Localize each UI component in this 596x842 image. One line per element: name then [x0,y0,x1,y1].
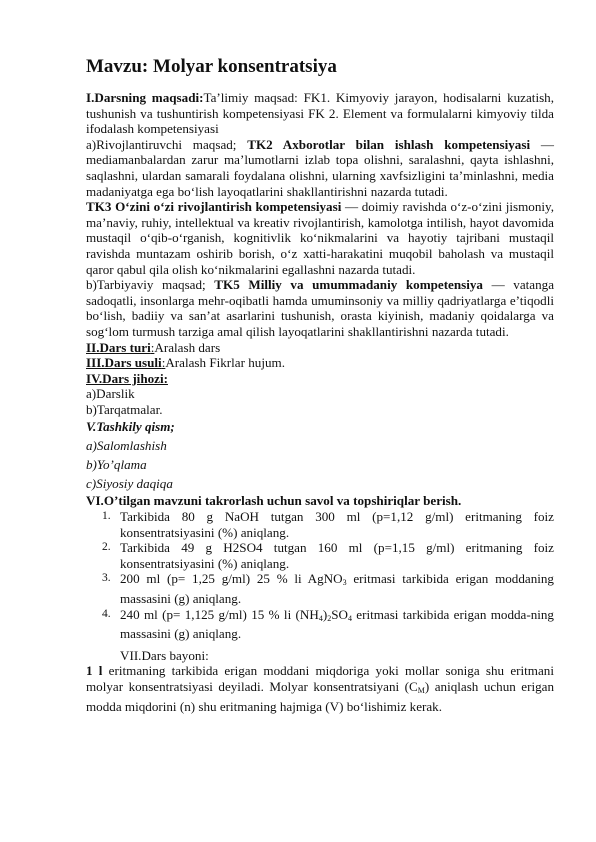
page-title: Mavzu: Molyar konsentratsiya [86,56,337,77]
equipment-heading: IV.Dars jihozi: [86,370,168,386]
lesson-goals: I.Darsning maqsadi:Ta’limiy maqsad: FK1. Kimyoviy jarayon, hodisalarni kuzatish, tushunish va tushuntirish kompetensiyasi FK 2. Element va formulalarni kimyoviy tilda ifodalash kompetensiyasi [86,90,555,137]
lesson-narrative: 1 l eritmaning tarkibida erigan moddani miqdoriga yoki mollar soniga shu eritmani molyar konsentratsiyasi deyiladi. Molyar konsentratsiyani $(C_M)$ aniqlash uchun erigan modda miqdorini (n) shu eritmaning hajmiga (V) bo‘lishimiz kerak. [86,663,555,714]
question-item: 4. 240 ml (p= 1,125 g/ml) 15 % li $(NH_4)_2SO_4$ eritmasi tarkibida erigan modda-ning massasini (g) aniqlang. [102,606,554,642]
review-heading: VI.O’tilgan mavzuni takrorlash uchun savol va topshiriqlar berish. [86,493,462,509]
question-list [86,509,554,642]
developmental-goal: a)Rivojlantiruvchi maqsad; TK2 Axborotlar bilan ishlash kompetensiyasi — mediamanbalardan zarur ma’lumotlarni izlab topa olishni, saralashni, qayta ishlashni, saqlashni, ulardan samarali foydalana olishni, ularning xavfsizligini ta’minlashni, media madaniyatga ega bo‘lish layoqatlarini shakllantirishni nazarda tutadi. [86,136,554,199]
organization-item: c)Siyosiy daqiqa [86,476,173,492]
equipment-item: a)Darslik [86,386,135,402]
question-item: 1. Tarkibida 80 g NaOH tutgan 300 ml (p=1,12 g/ml) eritmaning foiz konsentratsiyasini (%) aniqlang. [102,509,554,540]
lesson-method: III.Dars usuli:Aralash Fikrlar hujum. [86,355,285,371]
educational-goal: b)Tarbiyaviy maqsad; TK5 Milliy va umummadaniy kompetensiya — vatanga sadoqatli, insonlarga mehr-oqibatli hamda umuminsoniy va milliy qadriyatlarga e’tiqodli bo‘lish, badiiy va san’at asarlarini tushunish, orasta kiyinish, madaniy qoidalarga va sog‘lom turmush tarziga amal qilish layoqatlarini shakllantirishni nazarda tutadi. [86,277,555,339]
question-item: 2. Tarkibida 49 g H2SO4 tutgan 160 ml (p=1,15 g/ml) eritmaning foiz konsentratsiyasini (%) aniqlang. [102,540,554,571]
organization-item: a)Salomlashish [86,438,167,454]
document-page [86,56,554,714]
goals-heading: I.Darsning maqsadi: [86,90,204,105]
organization-item: b)Yo’qlama [86,457,147,473]
tk3-competence: TK3 O‘zini o‘zi rivojlantirish kompetensiyasi — doimiy ravishda o‘z-o‘zini jismoniy, ma’naviy, ruhiy, intellektual va kreativ rivojlantirish, kamolotga intilish, hayot davomida mustaqil o‘qib-o‘rganish, kognitivlik ko‘nikmalarini va hayotiy tajribani mustaqil ravishda muntazam oshirib borish, o‘z xatti-harakatini muqobil baholash va mustaqil qaror qabul qila olish ko‘nikmalarini egallashni nazarda tutadi. [86,199,554,277]
organization-heading: V.Tashkily qism; [86,419,175,435]
lesson-narrative-heading: VII.Dars bayoni: [120,647,209,663]
lesson-type: II.Dars turi:Aralash dars [86,339,221,355]
question-item: 3. 200 ml (p= 1,25 g/ml) 25 % li AgNO$_3$ eritmasi tarkibida erigan moddaning massasini (g) aniqlang. [102,571,554,607]
equipment-item: b)Tarqatmalar. [86,401,163,417]
